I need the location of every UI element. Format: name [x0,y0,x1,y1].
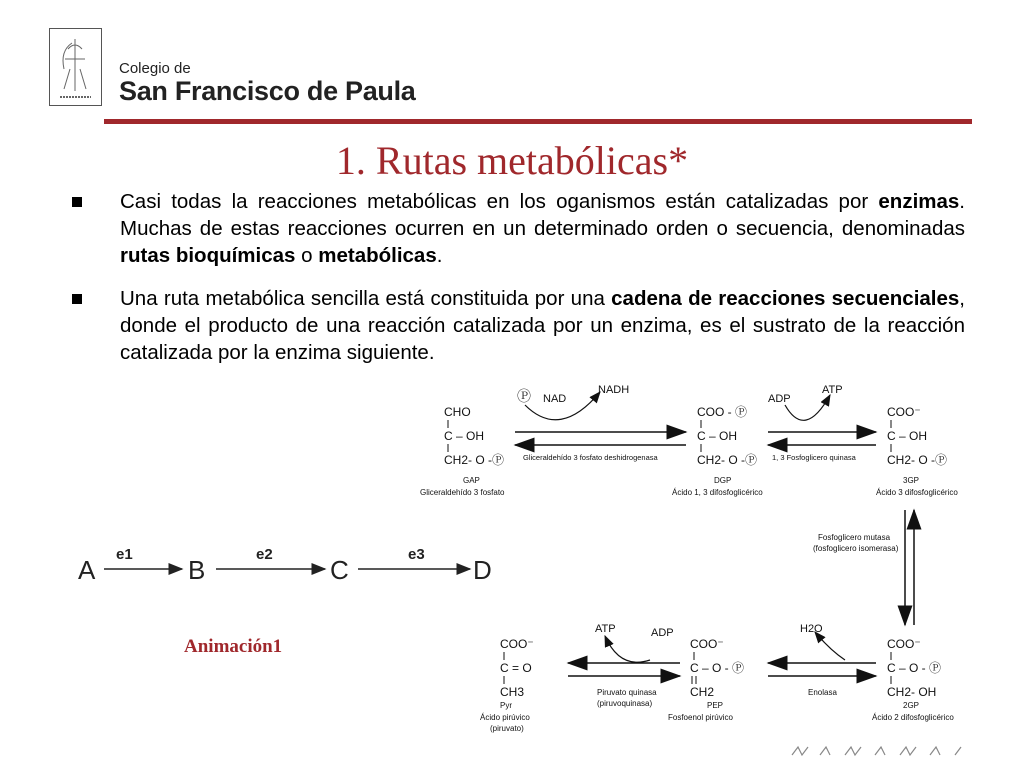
enzyme-e2: e2 [256,546,273,563]
svg-text:Ácido 3 difosfoglicérico: Ácido 3 difosfoglicérico [876,488,958,497]
svg-text:DGP: DGP [714,476,732,485]
cofactor-atp1: ATP [822,384,843,396]
svg-text:C – O - Ⓟ: C – O - Ⓟ [690,661,745,675]
svg-text:3GP: 3GP [903,476,920,485]
svg-text:COO⁻: COO⁻ [500,637,534,651]
animation-link[interactable]: Animación1 [184,636,283,657]
bullet-emphasis: metabólicas [318,244,437,267]
bullet-run: . Muchas de estas reacciones ocurren en un determinado orden o secuencia, denominadas [120,190,965,240]
svg-text:COO⁻: COO⁻ [887,405,921,419]
svg-text:PEP: PEP [707,701,724,710]
cofactor-adp2: ADP [651,627,674,639]
cofactor-h2o: H2O [800,623,823,635]
enzyme-label-1: Gliceraldehído 3 fosfato deshidrogenasa [523,453,658,462]
cofactor-nad: NAD [543,393,567,405]
bullet-run: , donde el producto de una reacción catalizada por un enzima, es el sustrato de la reacción catalizada por la enzima siguiente. [120,287,965,364]
svg-text:Pyr: Pyr [500,701,512,710]
svg-text:CH2- O -Ⓟ: CH2- O -Ⓟ [887,453,948,467]
svg-text:C – OH: C – OH [444,429,485,443]
svg-text:CHO: CHO [444,405,471,419]
svg-text:COO - Ⓟ: COO - Ⓟ [697,405,747,419]
molecule-2gp [872,637,954,722]
svg-text:C = O: C = O [500,661,532,675]
enzyme-e1: e1 [116,546,133,563]
molecule-3gp [876,405,958,497]
enzyme-label-3a: Fosfoglicero mutasa [818,533,891,542]
bullet-run: Una ruta metabólica sencilla está constituida por una [120,287,612,310]
molecule-pyr [480,637,534,733]
node-d: D [473,555,492,585]
footer-decoration [792,747,961,755]
cofactor-p: Ⓟ [517,388,531,404]
svg-text:CH3: CH3 [500,685,525,699]
svg-text:CH2- O -Ⓟ: CH2- O -Ⓟ [444,453,505,467]
svg-text:COO⁻: COO⁻ [887,637,921,651]
svg-text:CH2: CH2 [690,685,715,699]
svg-text:(piruvato): (piruvato) [490,724,524,733]
enzyme-label-3b: (fosfoglicero isomerasa) [813,544,899,553]
molecule-dgp [672,405,763,497]
svg-text:Ácido pirúvico: Ácido pirúvico [480,713,530,722]
molecule-pep [668,637,744,722]
school-name-line1: Colegio de [119,60,191,77]
cofactor-atp2: ATP [595,623,616,635]
svg-text:GAP: GAP [463,476,480,485]
bullet-run: Casi todas la reacciones metabólicas en los oganismos están catalizadas por [120,190,879,213]
node-a: A [78,555,96,585]
node-b: B [188,555,206,585]
svg-text:Gliceraldehído 3 fosfato: Gliceraldehído 3 fosfato [420,488,505,497]
bullet-run: . [436,244,443,267]
svg-text:C – OH: C – OH [697,429,738,443]
school-name-line2: San Francisco de Paula [119,76,416,106]
svg-text:Ácido 1, 3 difosfoglicérico: Ácido 1, 3 difosfoglicérico [672,488,763,497]
cofactor-nadh: NADH [598,384,630,396]
svg-text:C – O - Ⓟ: C – O - Ⓟ [887,661,942,675]
enzyme-label-5a: Piruvato quinasa [597,688,657,697]
enzyme-label-4: Enolasa [808,688,837,697]
svg-text:Ácido 2 difosfoglicérico: Ácido 2 difosfoglicérico [872,713,954,722]
svg-text:Fosfoenol pirúvico: Fosfoenol pirúvico [668,713,733,722]
bullet-emphasis: rutas bioquímicas [120,244,296,267]
molecule-gap [420,405,505,497]
cofactor-adp1: ADP [768,393,791,405]
bullet-emphasis: cadena de reacciones secuenciales [611,287,960,310]
bullet-emphasis: enzimas [878,190,960,213]
node-c: C [330,555,349,585]
enzyme-label-5b: (piruvoquinasa) [597,699,653,708]
bullet-run: o [295,244,319,267]
enzyme-label-2: 1, 3 Fosfoglicero quinasa [772,453,856,462]
enzyme-e3: e3 [408,546,425,563]
svg-text:CH2- O -Ⓟ: CH2- O -Ⓟ [697,453,758,467]
slide-title: 1. Rutas metabólicas* [335,138,689,183]
svg-text:2GP: 2GP [903,701,920,710]
svg-text:COO⁻: COO⁻ [690,637,724,651]
svg-text:C – OH: C – OH [887,429,928,443]
svg-text:CH2- OH: CH2- OH [887,685,937,699]
